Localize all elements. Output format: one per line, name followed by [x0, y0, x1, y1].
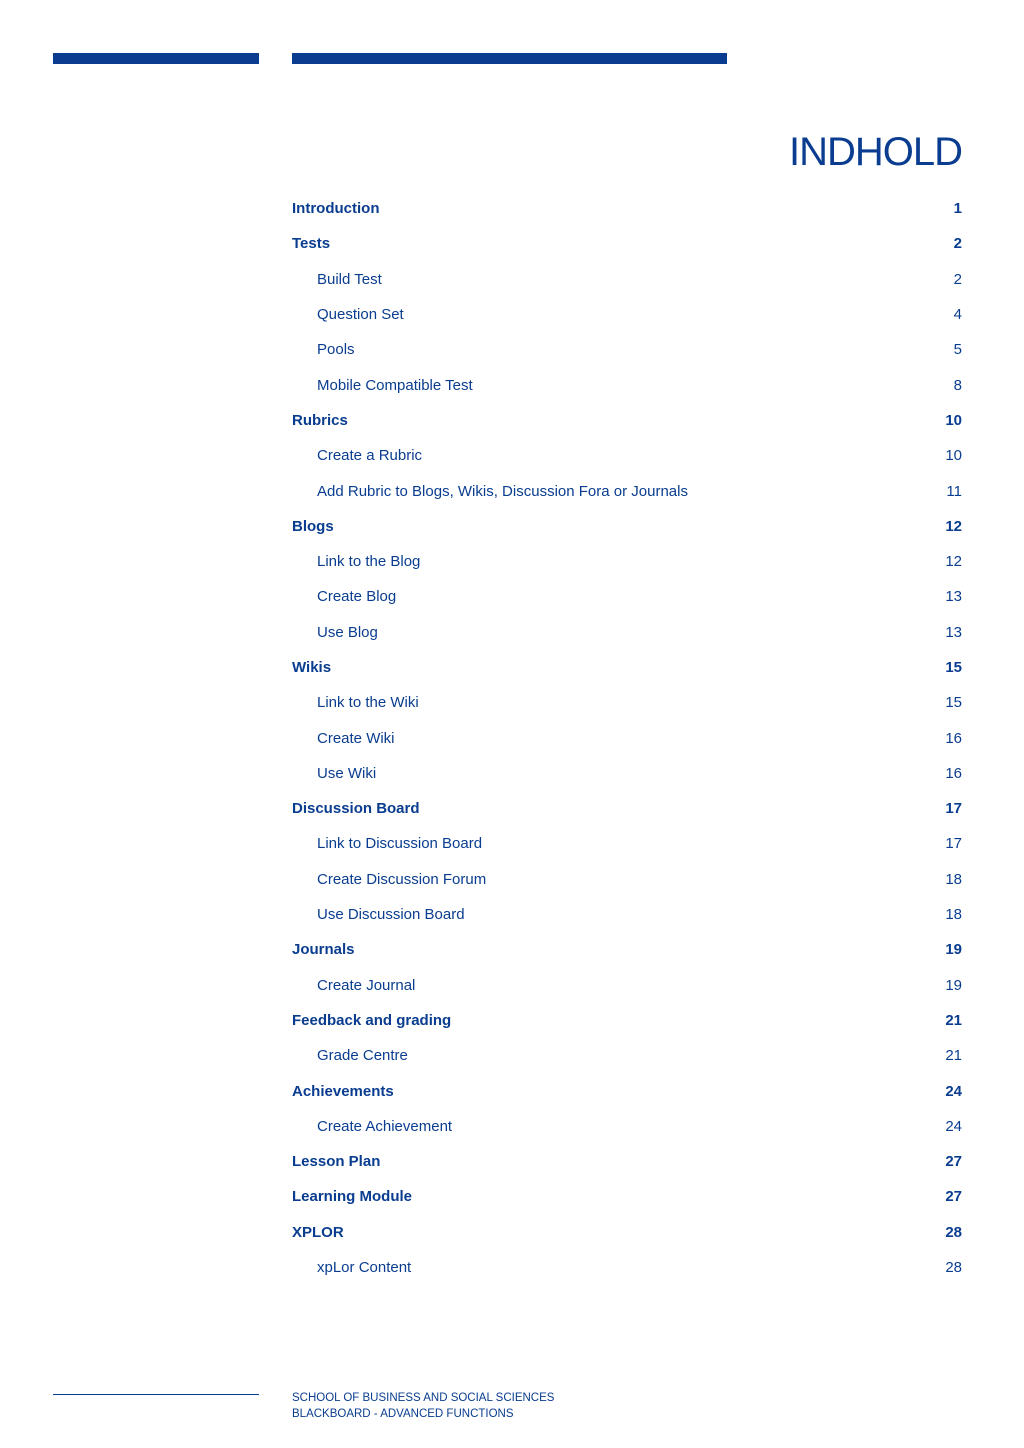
toc-entry-label: Create Discussion Forum [317, 870, 487, 888]
footer-line-1: SCHOOL OF BUSINESS AND SOCIAL SCIENCES [292, 1392, 555, 1404]
toc-subsection-entry[interactable] [292, 756, 962, 791]
toc-subsection-entry[interactable] [292, 720, 962, 755]
toc-entry-label: Rubrics [292, 411, 348, 429]
toc-entry-label: Feedback and grading [292, 1011, 452, 1029]
toc-entry-label: Pools [317, 341, 355, 359]
page-title: INDHOLD [788, 130, 962, 174]
toc-entry-page-number: 28 [945, 1223, 962, 1241]
toc-subsection-entry[interactable] [292, 826, 962, 861]
toc-subsection-entry[interactable] [292, 1109, 962, 1144]
toc-entry-label: Create Wiki [317, 729, 395, 747]
toc-subsection-entry[interactable] [292, 1250, 962, 1285]
toc-subsection-entry[interactable] [292, 544, 962, 579]
toc-entry-label: xpLor Content [317, 1259, 412, 1277]
toc-entry-label: Learning Module [292, 1188, 412, 1206]
toc-entry-label: Build Test [317, 270, 382, 288]
toc-subsection-entry[interactable] [292, 579, 962, 614]
toc-entry-page-number: 13 [945, 623, 962, 641]
toc-entry-label: Discussion Board [292, 800, 420, 818]
toc-subsection-entry[interactable] [292, 968, 962, 1003]
toc-entry-page-number: 10 [945, 411, 962, 429]
header-bar-left [53, 53, 259, 64]
toc-entry-page-number: 1 [953, 200, 962, 218]
toc-entry-page-number: 21 [945, 1011, 962, 1029]
toc-subsection-entry[interactable] [292, 438, 962, 473]
toc-entry-page-number: 24 [945, 1082, 962, 1100]
toc-entry-label: Create Blog [317, 588, 397, 606]
toc-entry-label: Introduction [292, 200, 380, 218]
toc-subsection-entry[interactable] [292, 473, 962, 508]
toc-entry-page-number: 27 [945, 1153, 962, 1171]
toc-section-entry[interactable] [292, 650, 962, 685]
toc-entry-page-number: 13 [945, 588, 962, 606]
toc-entry-page-number: 2 [953, 270, 962, 288]
toc-entry-label: Link to the Blog [317, 553, 421, 571]
toc-entry-page-number: 10 [945, 447, 962, 465]
toc-subsection-entry[interactable] [292, 332, 962, 367]
toc-entry-page-number: 27 [945, 1188, 962, 1206]
toc-section-entry[interactable] [292, 1144, 962, 1179]
toc-entry-page-number: 15 [945, 659, 962, 676]
toc-entry-page-number: 12 [945, 553, 962, 571]
table-of-contents [292, 191, 962, 1285]
footer-divider [53, 1394, 259, 1395]
toc-entry-label: Add Rubric to Blogs, Wikis, Discussion Fora or Journals [317, 482, 688, 500]
toc-entry-page-number: 17 [945, 800, 962, 818]
toc-section-entry[interactable] [292, 1179, 962, 1214]
toc-entry-label: Create a Rubric [317, 447, 423, 465]
footer-line-2: BLACKBOARD - ADVANCED FUNCTIONS [292, 1407, 514, 1420]
toc-entry-page-number: 19 [945, 941, 962, 959]
toc-entry-page-number: 12 [945, 517, 962, 535]
toc-section-entry[interactable] [292, 932, 962, 967]
toc-entry-label: Wikis [292, 659, 332, 676]
toc-entry-label: XPLOR [292, 1223, 344, 1241]
toc-section-entry[interactable] [292, 1073, 962, 1108]
toc-subsection-entry[interactable] [292, 685, 962, 720]
toc-section-entry[interactable] [292, 403, 962, 438]
toc-section-entry[interactable] [292, 1215, 962, 1250]
toc-entry-label: Link to the Wiki [317, 694, 419, 712]
toc-entry-label: Use Wiki [317, 764, 377, 782]
toc-entry-page-number: 4 [953, 306, 962, 324]
toc-entry-label: Link to Discussion Board [317, 835, 483, 853]
toc-entry-page-number: 18 [945, 870, 962, 888]
toc-entry-page-number: 28 [945, 1259, 962, 1277]
toc-entry-page-number: 19 [945, 976, 962, 994]
footer [292, 1391, 554, 1422]
toc-entry-page-number: 17 [945, 835, 962, 853]
toc-entry-page-number: 21 [945, 1047, 962, 1065]
toc-entry-label: Lesson Plan [292, 1153, 381, 1171]
toc-subsection-entry[interactable] [292, 297, 962, 332]
toc-subsection-entry[interactable] [292, 615, 962, 650]
toc-section-entry[interactable] [292, 191, 962, 226]
toc-entry-page-number: 5 [953, 341, 962, 359]
toc-entry-page-number: 11 [946, 482, 962, 500]
toc-entry-label: Use Blog [317, 623, 378, 641]
toc-entry-page-number: 2 [953, 235, 962, 253]
toc-entry-page-number: 8 [953, 376, 962, 394]
header-bar-right [292, 53, 727, 64]
toc-subsection-entry[interactable] [292, 262, 962, 297]
toc-subsection-entry[interactable] [292, 367, 962, 402]
toc-section-entry[interactable] [292, 791, 962, 826]
toc-section-entry[interactable] [292, 509, 962, 544]
toc-entry-page-number: 16 [945, 764, 962, 782]
toc-entry-page-number: 16 [945, 729, 962, 747]
toc-entry-page-number: 15 [945, 694, 962, 712]
toc-entry-page-number: 24 [945, 1117, 962, 1135]
toc-entry-label: Tests [292, 235, 331, 253]
toc-entry-label: Mobile Compatible Test [317, 376, 473, 394]
toc-entry-label: Create Journal [317, 976, 416, 994]
toc-entry-label: Blogs [292, 517, 334, 535]
toc-entry-page-number: 18 [945, 906, 962, 924]
toc-entry-label: Grade Centre [317, 1047, 408, 1065]
toc-entry-label: Journals [292, 941, 355, 959]
toc-section-entry[interactable] [292, 1003, 962, 1038]
toc-entry-label: Question Set [317, 306, 404, 324]
toc-subsection-entry[interactable] [292, 897, 962, 932]
toc-entry-label: Achievements [292, 1082, 394, 1100]
toc-section-entry[interactable] [292, 226, 962, 261]
toc-subsection-entry[interactable] [292, 1038, 962, 1073]
toc-entry-label: Use Discussion Board [317, 906, 465, 924]
toc-entry-label: Create Achievement [317, 1117, 453, 1135]
toc-subsection-entry[interactable] [292, 862, 962, 897]
